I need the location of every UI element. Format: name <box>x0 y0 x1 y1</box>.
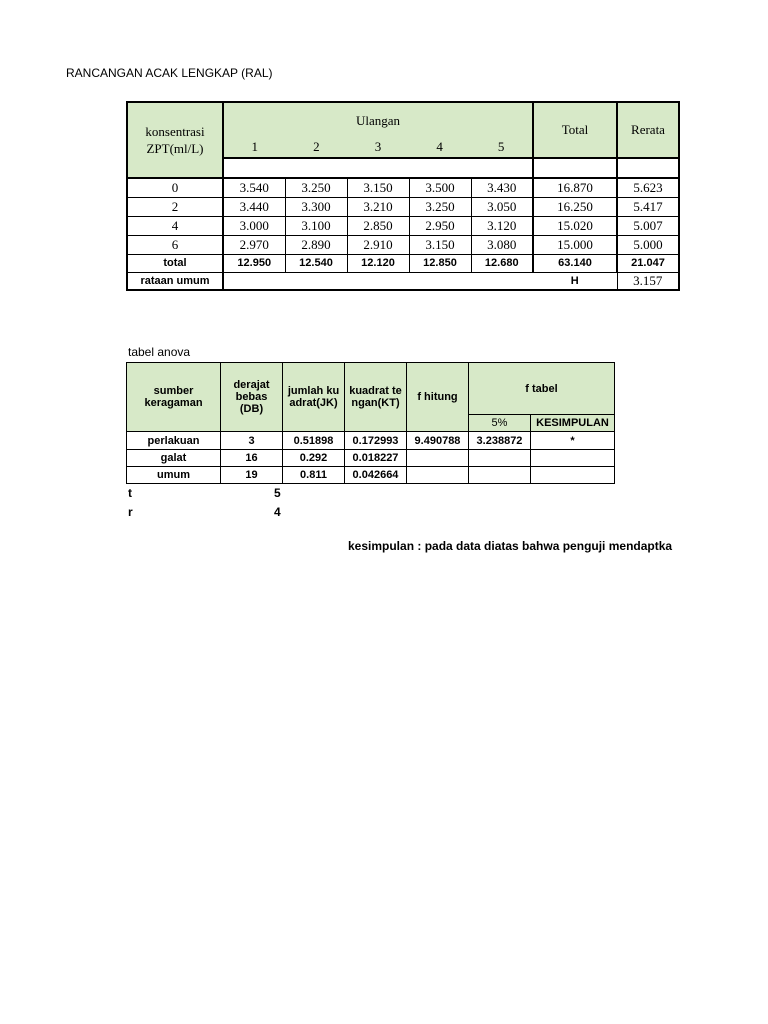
rerata-cell: 5.000 <box>617 235 679 254</box>
rerata-cell: 5.007 <box>617 216 679 235</box>
value-cell: 3.120 <box>471 216 533 235</box>
total-value-cell: 12.540 <box>285 254 347 272</box>
table-row <box>127 235 679 254</box>
value-cell: 3.080 <box>471 235 533 254</box>
value-cell: 3.000 <box>223 216 285 235</box>
value-cell: 3.250 <box>285 178 347 197</box>
rataan-blank <box>223 272 533 290</box>
value-cell: 3.500 <box>409 178 471 197</box>
total-value-cell: 12.680 <box>471 254 533 272</box>
total-header: Total <box>533 102 617 158</box>
value-cell: 3.150 <box>409 235 471 254</box>
value-cell: 2.910 <box>347 235 409 254</box>
kesimpulan-cell <box>531 467 615 484</box>
kt-cell: 0.018227 <box>345 450 407 467</box>
replicate-5-header: 5 <box>497 139 505 154</box>
replicate-1-header: 1 <box>251 139 259 154</box>
page-title: RANCANGAN ACAK LENGKAP (RAL) <box>66 66 273 80</box>
h-label: H <box>533 272 617 290</box>
konsentrasi-cell: 0 <box>127 178 223 197</box>
total-cell: 16.250 <box>533 197 617 216</box>
table-row <box>127 197 679 216</box>
value-cell: 3.210 <box>347 197 409 216</box>
total-row-label: total <box>127 254 223 272</box>
jk-cell: 0.811 <box>283 467 345 484</box>
ulangan-spacer <box>223 158 533 178</box>
total-cell: 16.870 <box>533 178 617 197</box>
rerata-cell: 5.417 <box>617 197 679 216</box>
fhitung-cell: 9.490788 <box>407 432 469 450</box>
table-row <box>127 467 615 484</box>
conclusion-text: kesimpulan : pada data diatas bahwa penguji mendaptka <box>348 539 673 553</box>
replicate-2-header: 2 <box>313 139 320 154</box>
ral-table <box>126 101 680 291</box>
sumber-cell: galat <box>127 450 221 467</box>
value-cell: 3.100 <box>285 216 347 235</box>
kesimpulan-header: KESIMPULAN <box>531 415 615 432</box>
total-row <box>127 254 679 272</box>
rerata-cell: 5.623 <box>617 178 679 197</box>
total-value-cell: 12.950 <box>223 254 285 272</box>
replicate-3-header: 3 <box>374 139 382 154</box>
rataan-row <box>127 272 679 290</box>
table-row <box>127 178 679 197</box>
ulangan-header <box>223 102 533 158</box>
t-label: t <box>128 486 132 500</box>
five-percent-header: 5% <box>469 415 531 432</box>
rataan-umum-label: rataan umum <box>127 272 223 290</box>
jk-cell: 0.51898 <box>283 432 345 450</box>
konsentrasi-cell: 6 <box>127 235 223 254</box>
ulangan-label: Ulangan <box>355 113 401 128</box>
kt-header: kuadrat tengan(KT) <box>345 363 407 432</box>
ftabel-cell <box>469 450 531 467</box>
anova-table <box>126 362 615 484</box>
table-row <box>127 432 615 450</box>
value-cell: 2.890 <box>285 235 347 254</box>
anova-title: tabel anova <box>128 345 191 359</box>
r-label: r <box>128 505 133 519</box>
konsentrasi-cell: 4 <box>127 216 223 235</box>
kt-cell: 0.172993 <box>345 432 407 450</box>
value-cell: 3.440 <box>223 197 285 216</box>
value-cell: 2.950 <box>409 216 471 235</box>
jk-cell: 0.292 <box>283 450 345 467</box>
konsentrasi-cell: 2 <box>127 197 223 216</box>
sumber-cell: umum <box>127 467 221 484</box>
jk-header: jumlah kuadrat(JK) <box>283 363 345 432</box>
sumber-header: sumber keragaman <box>127 363 221 432</box>
total-cell: 15.000 <box>533 235 617 254</box>
value-cell: 3.050 <box>471 197 533 216</box>
fhitung-cell <box>407 467 469 484</box>
total-cell: 15.020 <box>533 216 617 235</box>
konsentrasi-header: konsentrasi ZPT(ml/L) <box>127 102 223 178</box>
value-cell: 3.150 <box>347 178 409 197</box>
rerata-header: Rerata <box>617 102 679 158</box>
value-cell: 3.430 <box>471 178 533 197</box>
grand-total-cell: 63.140 <box>533 254 617 272</box>
value-cell: 2.970 <box>223 235 285 254</box>
db-cell: 3 <box>221 432 283 450</box>
ftabel-cell <box>469 467 531 484</box>
total-spacer <box>533 158 617 178</box>
value-cell: 2.850 <box>347 216 409 235</box>
total-value-cell: 12.850 <box>409 254 471 272</box>
value-cell: 3.300 <box>285 197 347 216</box>
replicate-4-header: 4 <box>436 139 443 154</box>
value-cell: 3.250 <box>409 197 471 216</box>
db-header: derajat bebas (DB) <box>221 363 283 432</box>
value-cell: 3.540 <box>223 178 285 197</box>
db-cell: 16 <box>221 450 283 467</box>
t-value: 5 <box>274 486 281 500</box>
table-row <box>127 216 679 235</box>
ftabel-header: f tabel <box>469 363 615 415</box>
total-value-cell: 12.120 <box>347 254 409 272</box>
rerata-spacer <box>617 158 679 178</box>
r-value: 4 <box>274 505 281 519</box>
db-cell: 19 <box>221 467 283 484</box>
kt-cell: 0.042664 <box>345 467 407 484</box>
fhitung-cell <box>407 450 469 467</box>
kesimpulan-cell <box>531 450 615 467</box>
fhitung-header: f hitung <box>407 363 469 432</box>
sumber-cell: perlakuan <box>127 432 221 450</box>
table-row <box>127 450 615 467</box>
rerata-total-cell: 21.047 <box>617 254 679 272</box>
rataan-umum-value: 3.157 <box>617 272 679 290</box>
ftabel-cell: 3.238872 <box>469 432 531 450</box>
kesimpulan-cell: * <box>531 432 615 450</box>
